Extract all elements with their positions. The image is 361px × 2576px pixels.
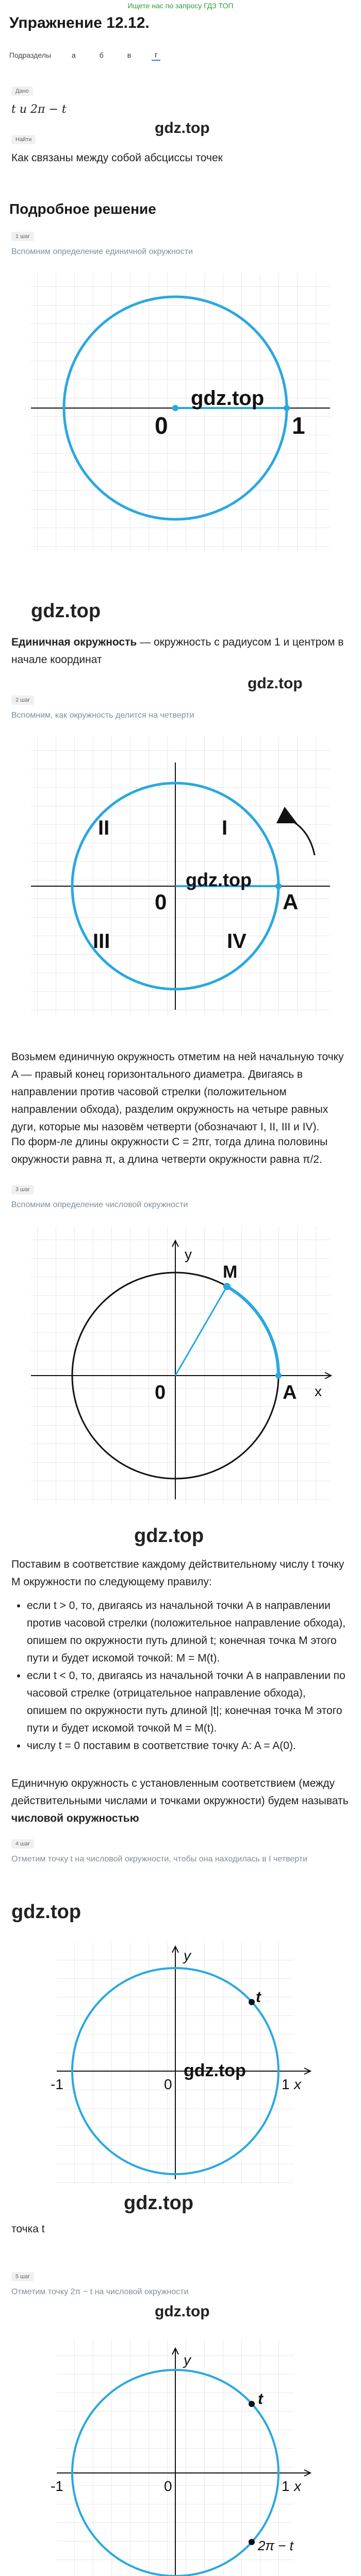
step3-intro: Поставим в соответствие каждому действительному числу t точку M окружности по следующему правилу: [11,1558,344,1588]
fig4-minus-one: -1 [51,2076,63,2092]
quarter-one: I [222,817,228,839]
watermark: gdz.top [124,2192,194,2214]
definition-term: числовой окружностью [11,1812,139,1824]
fig4-x: x [294,2076,301,2092]
watermark: gdz.top [134,1525,204,1547]
figure-unit-circle [0,268,361,556]
fig4-t: t [256,1989,261,2006]
figure-point-t [0,1886,361,2184]
fig5-minus-one: -1 [51,2478,63,2494]
watermark: gdz.top [155,2303,210,2320]
quarters-text: Возьмем единичную окружность отметим на ней начальную точку A — правый конец горизонтального диаметра. Двигаясь в направлении против часовой стрелки (положительном направлении обхода), разделим окружность на четыре равных дуги, которые мы назовём четверти (обозначают I, II, III и IV). [11,1051,344,1133]
page-title: Упражнение 12.12. [9,14,150,31]
watermark: gdz.top [248,675,303,692]
number-circle-definition [11,1775,352,1827]
step3-tag: 3 шаг [11,1185,34,1194]
rule-negative: • если t < 0, то, двигаясь из начальной точки A в направлении по часовой стрелке (отрицательное направление обхода), опишем по окружности путь длиной |t|; конечная точка M этого пути и будет искомой точкой M = M(t). [27,1667,347,1737]
definition-text: — окружность с радиусом 1 и центром в начале координат [11,636,344,666]
subitem-v[interactable]: в [127,51,132,59]
watermark: gdz.top [31,600,101,622]
fig5-x: x [294,2478,301,2494]
watermark: gdz.top [186,869,252,890]
ad-banner[interactable]: Ищете нас по запросу ГДЗ ТОП [127,2,234,10]
subitem-g[interactable]: г [152,49,160,61]
fig4-y: y [184,1947,191,1963]
step1-caption: Вспомним определение единичной окружности [11,247,193,256]
fig5-2pi-t: 2π − t [258,2538,293,2553]
definition-text: Единичную окружность с установленным соответствием (между действительными числами и точками окружности) будем называть [11,1777,349,1807]
step2-caption: Вспомним, как окружность делится на четверти [11,711,194,720]
step5-tag: 5 шаг [11,2272,34,2281]
figure-number-circle [0,1221,361,1510]
fig5-zero: 0 [164,2478,172,2494]
definition-term: Единичная окружность [11,636,137,648]
fig1-zero: 0 [155,412,168,439]
step1-tag: 1 шаг [11,232,34,241]
fig2-zero: 0 [155,890,167,914]
fig3-zero: 0 [155,1382,166,1403]
given-tag: Дано [11,87,33,96]
rule-positive: • если t > 0, то, двигаясь из начальной точки A в направлении против часовой стрелки (положительное направление обхода), опишем по окружности путь длиной t; конечная точка M этого пути и будет искомой точкой: M = M(t). [27,1597,347,1667]
step2-tag: 2 шаг [11,696,34,705]
definition-unit-circle [11,634,347,669]
quarter-two: II [98,817,110,839]
subitem-a[interactable]: а [71,51,76,59]
given-formula: t и 2π − t [11,103,67,116]
fig2-a: A [283,890,299,914]
step5-caption: Отметим точку 2π − t на числовой окружности [11,2287,189,2296]
find-text: Как связаны между собой абсциссы точек [11,152,223,164]
fig1-one: 1 [292,412,305,439]
quarter-four: IV [227,930,247,953]
fig3-m: M [223,1262,238,1282]
watermark: gdz.top [191,387,265,410]
step4-tag: 4 шаг [11,1839,34,1849]
subitem-tabs [9,49,160,61]
point-t-text: точка t [11,2223,45,2235]
step3-caption: Вспомним определение числовой окружности [11,1200,188,1209]
rules-list [11,1597,347,1755]
fig5-y: y [184,2352,191,2368]
watermark: gdz.top [11,1901,81,1923]
find-tag: Найти [11,135,36,144]
fig3-x: x [315,1383,322,1399]
subitem-label: Подразделы [9,51,51,59]
figure-quarters [0,732,361,1020]
quarter-three: III [93,930,110,953]
step4-caption: Отметим точку t на числовой окружности, чтобы она находилась в I четверти [11,1855,308,1863]
solution-title: Подробное решение [9,201,156,217]
figure-point-2pi-minus-t [0,2318,361,2576]
rule-zero: • числу t = 0 поставим в соответствие точку A: A = A(0). [27,1737,347,1755]
fig3-a: A [283,1382,297,1403]
fig4-one: 1 [282,2076,290,2092]
fig4-zero: 0 [164,2076,172,2092]
fig5-t: t [258,2391,263,2408]
watermark: gdz.top [184,2061,246,2080]
subitem-b[interactable]: б [99,51,104,59]
length-text: По форм-ле длины окружности C = 2πr, тогда длина половины окружности равна π, а длина четверти окружности равна π/2. [11,1136,328,1165]
watermark: gdz.top [155,120,210,137]
fig5-one: 1 [282,2478,290,2494]
fig3-y: y [185,1246,192,1262]
